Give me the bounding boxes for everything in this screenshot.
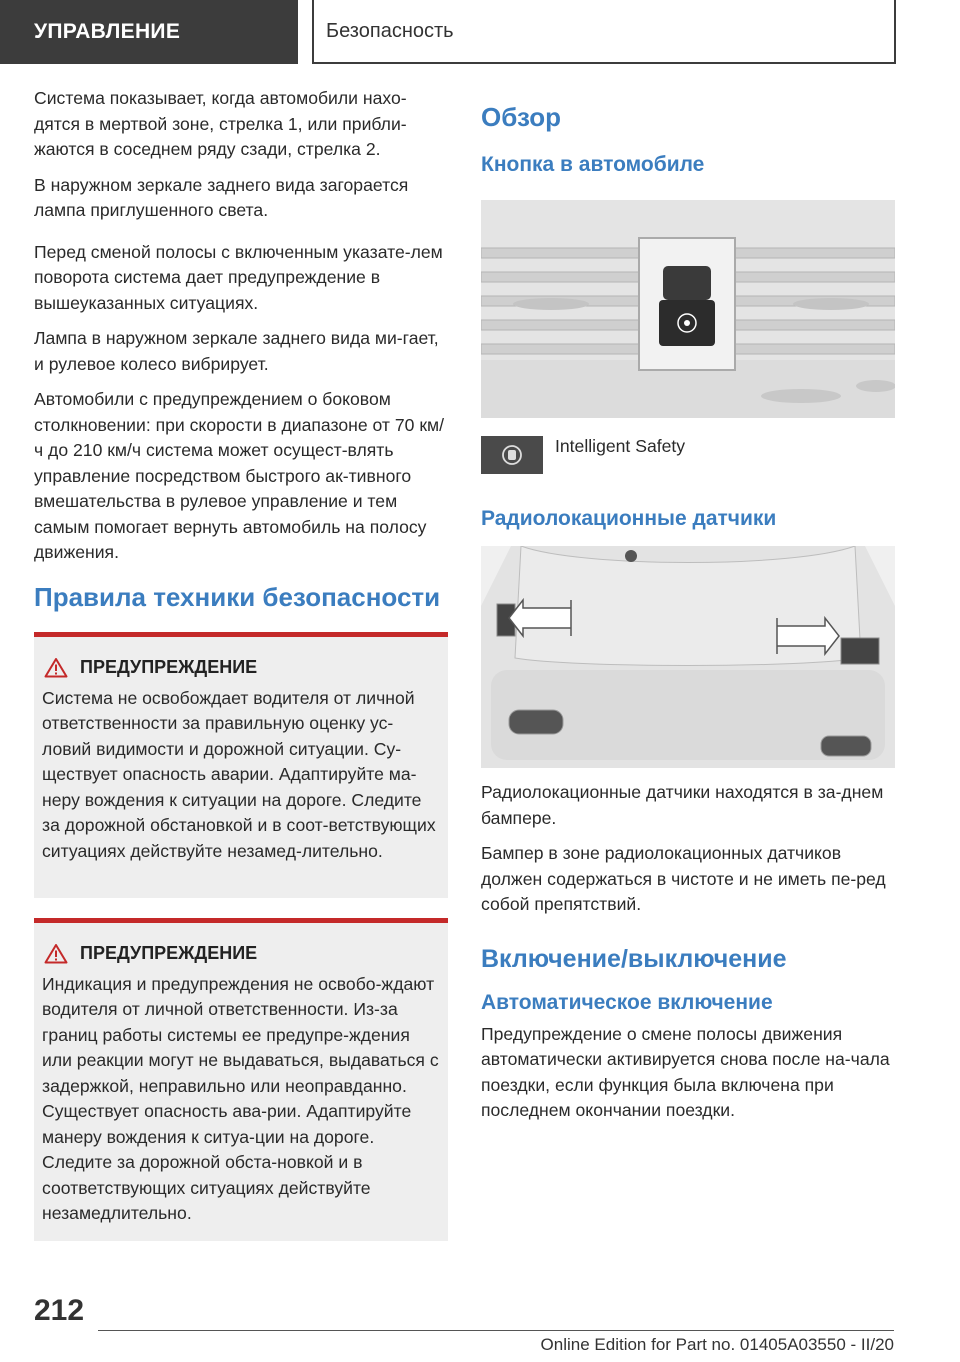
button-heading: Кнопка в автомобиле xyxy=(481,153,705,176)
radar-paragraph-1: Радиолокационные датчики находятся в за-днем бампере. xyxy=(481,782,884,828)
radar-heading: Радиолокационные датчики xyxy=(481,507,777,530)
warning-text-1: Система не освобождает водителя от личной ответственности за правильную оценку ус-ловий видимости и дорожной ситуации. Су-ществует опасность аварии. Адаптируйте ма-неру вождения к ситуации на дороге. Следите за дорожной обстановкой и в соот-ветствующих ситуациях действуйте незамед-лительно. xyxy=(42,687,436,861)
safety-heading: Правила техники безопасности xyxy=(34,581,441,612)
warning-box-1 xyxy=(34,632,448,898)
left-column xyxy=(34,86,448,1241)
button-legend xyxy=(481,436,895,474)
warning-title-2 xyxy=(44,943,440,964)
paragraph-vibration: Лампа в наружном зеркале заднего вида ми-гает, и рулевое колесо вибрирует. xyxy=(34,328,439,374)
dashboard-button-photo xyxy=(481,200,895,418)
on-off-heading: Включение/выключение xyxy=(481,944,787,973)
rear-bumper-photo xyxy=(481,546,895,768)
warning-triangle-icon xyxy=(44,943,68,964)
intelligent-safety-icon xyxy=(481,436,543,474)
paragraph-side-collision: Автомобили с предупреждением о боковом столкновении: при скорости в диапазоне от 70 км/ч до 210 км/ч система может осущест-влять управление посредством быстрого ак-тивного вмешательства в рулевое управление и тем самым помогает вернуть автомобиль на полосу движения. xyxy=(34,389,444,562)
paragraph-mirror-lamp: В наружном зеркале заднего вида загорается лампа приглушенного света. xyxy=(34,174,409,220)
footer-edition: Online Edition for Part no. 01405A03550 - II/20 xyxy=(540,1335,894,1354)
warning-title-text: ПРЕДУПРЕЖДЕНИЕ xyxy=(80,656,258,677)
warning-title-1 xyxy=(44,657,440,678)
topic-tab: Безопасность xyxy=(312,0,896,64)
auto-on-heading: Автоматическое включение xyxy=(481,990,773,1014)
paragraph-display: Система показывает, когда автомобили нахо-дятся в мертвой зоне, стрелка 1, или прибли-жаются в соседнем ряду сзади, стрелка 2. xyxy=(34,88,407,159)
button-label: Intelligent Safety xyxy=(555,436,686,456)
warning-box-2 xyxy=(34,918,448,1241)
footer-divider xyxy=(98,1330,894,1331)
page-number: 212 xyxy=(34,1294,85,1327)
radar-paragraph-2: Бампер в зоне радиолокационных датчиков должен содержаться в чистоте и не иметь пе-ред собой препятствий. xyxy=(481,843,886,914)
warning-text-2: Индикация и предупреждения не освобо-ждают водителя от личной ответственности. Из-за границ работы системы ее предупре-ждения или реакции могут не выдаваться, выдаваться с задержкой, неправильно или неоправданно. Существует опасность ава-рии. Адаптируйте манеру вождения к ситуа-ции на дороге. Следите за дорожной обста-новкой и в соответствующих ситуациях действуйте незамедлительно. xyxy=(42,973,439,1223)
section-tab: УПРАВЛЕНИЕ xyxy=(0,0,298,64)
warning-title-text: ПРЕДУПРЕЖДЕНИЕ xyxy=(80,942,258,963)
paragraph-lane-change: Перед сменой полосы с включенным указате-лем поворота система дает предупреждение в вышеуказанных ситуациях. xyxy=(34,241,443,313)
right-column xyxy=(481,100,895,1134)
warning-triangle-icon xyxy=(44,657,68,678)
overview-heading: Обзор xyxy=(481,102,561,132)
auto-on-paragraph: Предупреждение о смене полосы движения автоматически активируется снова после на-чала поездки, если функция была включена при последнем окончании поездки. xyxy=(481,1023,890,1120)
